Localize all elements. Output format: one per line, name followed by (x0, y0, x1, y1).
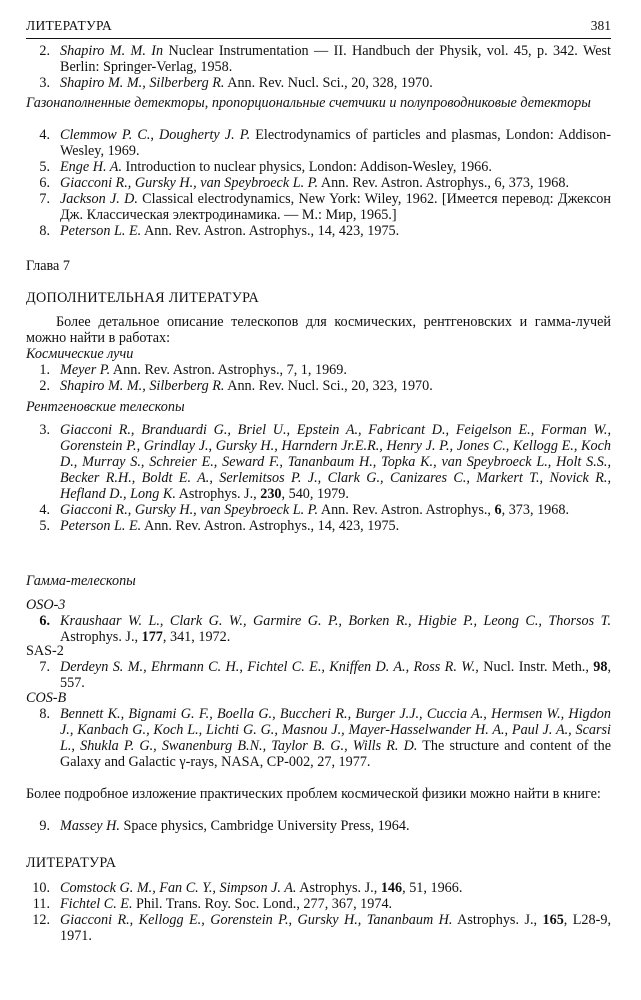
mission-label-cosb: COS-B (26, 690, 67, 706)
reference-item: 9 . Massey H. Space physics, Cambridge University Press, 1964. (26, 818, 611, 834)
mission-label-oso3: OSO-3 (26, 597, 66, 613)
reference-item: 1 . Meyer P. Ann. Rev. Astron. Astrophys., 7, 1, 1969. (26, 362, 611, 378)
massey-ref (26, 818, 611, 834)
reference-item: 11 . Fichtel C. E. Phil. Trans. Roy. Soc. Lond., 277, 367, 1974. (26, 896, 611, 912)
chapter-label: Глава 7 (26, 258, 70, 274)
reference-item: 6 . Kraushaar W. L., Clark G. W., Garmire G. P., Borken R., Higbie P., Leong C., Thorsos T. Astrophys. J., 177, 341, 1972. (26, 613, 611, 645)
sas-ref (26, 659, 611, 691)
category-cosmic-rays: Космические лучи (26, 346, 134, 362)
reference-item: 6 . Giacconi R., Gursky H., van Speybroeck L. P. Ann. Rev. Astron. Astrophys., 6, 373, 1968. (26, 175, 611, 191)
reference-item: 12 . Giacconi R., Kellogg E., Gorenstein P., Gursky H., Tananbaum H. Astrophys. J., 165, L28-9, 1971. (26, 912, 611, 944)
mission-label-sas2: SAS-2 (26, 643, 64, 659)
category-xray-telescopes: Рентгеновские телескопы (26, 399, 185, 415)
reference-item: 4 . Giacconi R., Gursky H., van Speybroeck L. P. Ann. Rev. Astron. Astrophys., 6, 373, 1968. (26, 502, 611, 518)
reference-item: 3 . Shapiro M. M., Silberberg R. Ann. Rev. Nucl. Sci., 20, 328, 1970. (26, 75, 611, 91)
reference-item: 5 . Peterson L. E. Ann. Rev. Astron. Astrophys., 14, 423, 1975. (26, 518, 611, 534)
section-title-additional-literature: ДОПОЛНИТЕЛЬНАЯ ЛИТЕРАТУРА (26, 290, 260, 306)
literature-ref-list (26, 880, 611, 944)
category-gas-detectors: Газонаполненные детекторы, пропорциональные счетчики и полупроводниковые детекторы (26, 95, 591, 111)
reference-item: 10 . Comstock G. M., Fan C. Y., Simpson J. A. Astrophys. J., 146, 51, 1966. (26, 880, 611, 896)
xray-ref-list (26, 422, 611, 534)
reference-item: 8 . Peterson L. E. Ann. Rev. Astron. Astrophys., 14, 423, 1975. (26, 223, 611, 239)
reference-item: 3 . Giacconi R., Branduardi G., Briel U., Epstein A., Fabricant D., Feigelson E., Forman W., Gorenstein P., Grindlay J., Gursky H., Harndern Jr.E.R., Henry J. P., Jones C., Kellogg E., Koch D., Murray S., Schreier E., Seward F., Tananbaum H., Topka K., van Speybroeck L., Holt S.S., Becker R.H., Boldt E. A., Serlemitsos P. J., Clark G., Canizares C., Markert T., Novick R., Hefland D., Long K. Astrophys. J., 230, 540, 1979. (26, 422, 611, 502)
running-title: ЛИТЕРАТУРА (26, 18, 113, 33)
section-title-literature: ЛИТЕРАТУРА (26, 855, 117, 871)
reference-item: 2 . Shapiro M. M. In Nuclear Instrumentation — II. Handbuch der Physik, vol. 45, p. 342. West Berlin: Springer-Verlag, 1958. (26, 43, 611, 75)
reference-item: 5 . Enge H. A. Introduction to nuclear physics, London: Addison-Wesley, 1966. (26, 159, 611, 175)
gas-ref-list (26, 127, 611, 239)
reference-item: 4 . Clemmow P. C., Dougherty J. P. Electrodynamics of particles and plasmas, London: Addison-Wesley, 1969. (26, 127, 611, 159)
page-header (26, 18, 611, 36)
oso-ref (26, 613, 611, 645)
reference-item: 2 . Shapiro M. M., Silberberg R. Ann. Rev. Nucl. Sci., 20, 323, 1970. (26, 378, 611, 394)
cos-ref (26, 706, 611, 770)
intro-paragraph: Более детальное описание телескопов для космических, рентгеновских и гамма-лучей можно найти в работах: (26, 314, 611, 346)
practical-paragraph: Более подробное изложение практических проблем космической физики можно найти в книге: (26, 786, 601, 802)
reference-item: 8 . Bennett K., Bignami G. F., Boella G., Buccheri R., Burger J.J., Cuccia A., Hermsen W., Higdon J., Kanbach G., Koch L., Lichti G. G., Masnou J., Mayer-Hasselwander H. A., Paul J. A., Scarsi L., Shukla P. G., Swanenburg B.N., Taylor B. G., Wills R. D. The structure and content of the Galaxy and Galactic γ-rays, NASA, CP-002, 27, 1977. (26, 706, 611, 770)
header-rule (26, 38, 611, 39)
top-ref-list (26, 43, 611, 91)
reference-item: 7 . Jackson J. D. Classical electrodynamics, New York: Wiley, 1962. [Имеется перевод: Джексон Дж. Классическая электродинамика. — М.: Мир, 1965.] (26, 191, 611, 223)
reference-item: 7 . Derdeyn S. M., Ehrmann C. H., Fichtel C. E., Kniffen D. A., Ross R. W., Nucl. Instr. Meth., 98, 557. (26, 659, 611, 691)
cosmic-ref-list (26, 362, 611, 394)
page-number: 381 (590, 18, 611, 33)
category-gamma-telescopes: Гамма-телескопы (26, 573, 136, 589)
